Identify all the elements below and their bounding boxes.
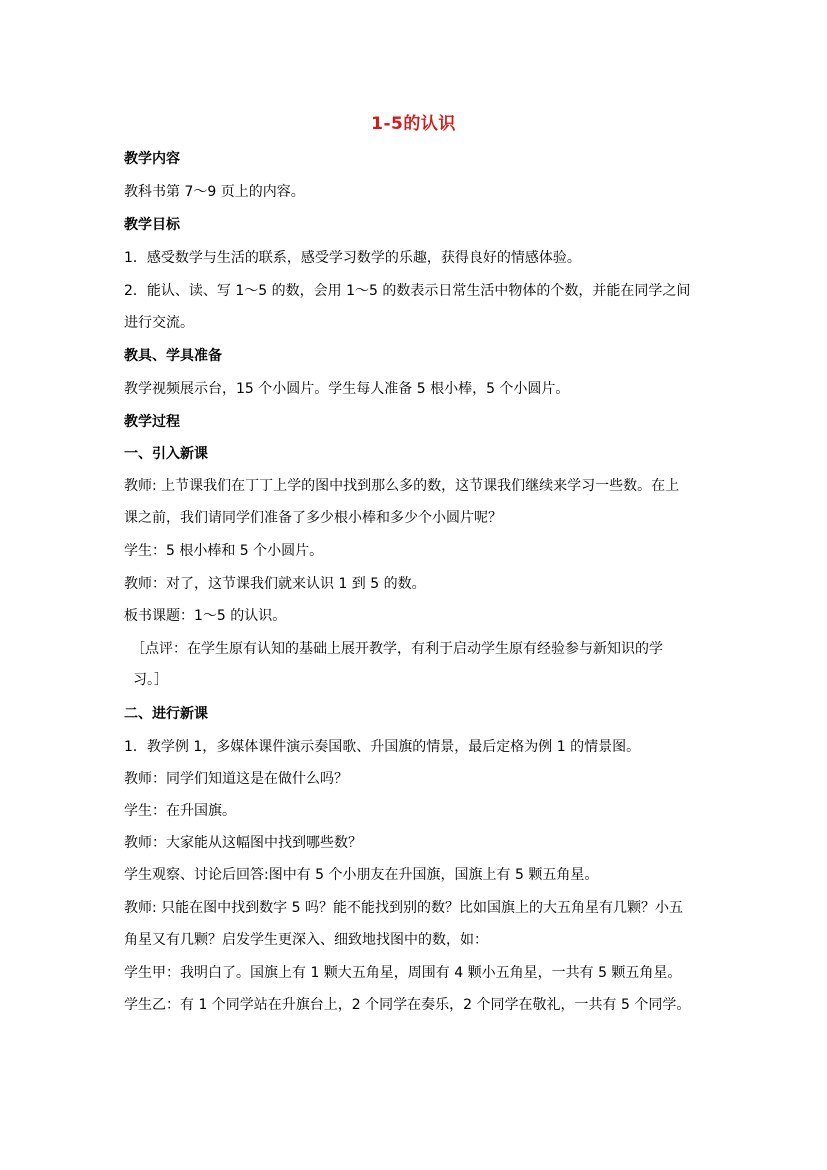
paragraph-line: 教师：对了，这节课我们就来认识 1 到 5 的数。 bbox=[124, 576, 426, 592]
paragraph-line: 教科书第 7～9 页上的内容。 bbox=[124, 184, 305, 200]
section-heading-materials: 教具、学具准备 bbox=[124, 348, 222, 364]
paragraph-line: 教师: 只能在图中找到数字 5 吗？能不能找到别的数？比如国旗上的大五角星有几颗？小五 bbox=[124, 900, 683, 916]
paragraph-line: 教师：同学们知道这是在做什么吗？ bbox=[124, 771, 348, 787]
paragraph-line: 进行交流。 bbox=[124, 315, 194, 331]
paragraph-line: 教师：大家能从这幅图中找到哪些数？ bbox=[124, 835, 362, 851]
paragraph-line: 板书课题：1～5 的认识。 bbox=[124, 608, 287, 624]
paragraph-line: 学生甲：我明白了。国旗上有 1 颗大五角星，周围有 4 颗小五角星，一共有 5 颗五角星。 bbox=[124, 965, 682, 981]
paragraph-line: 1．教学例 1，多媒体课件演示奏国歌、升国旗的情景，最后定格为例 1 的情景图。 bbox=[124, 739, 641, 755]
paragraph-line: 1．感受数学与生活的联系，感受学习数学的乐趣，获得良好的情感体验。 bbox=[124, 250, 581, 266]
comment-line: ［点评：在学生原有认知的基础上展开教学，有利于启动学生原有经验参与新知识的学 bbox=[131, 641, 663, 657]
document-title: 1-5的认识 bbox=[371, 114, 456, 134]
section-heading-process: 教学过程 bbox=[124, 414, 180, 430]
paragraph-line: 学生乙：有 1 个同学站在升旗台上，2 个同学在奏乐，2 个同学在敬礼，一共有 5 个同学。 bbox=[124, 997, 691, 1013]
paragraph-line: 2．能认、读、写 1～5 的数，会用 1～5 的数表示日常生活中物体的个数，并能在同学之间 bbox=[124, 283, 691, 299]
paragraph-line: 课之前，我们请同学们准备了多少根小棒和多少个小圆片呢？ bbox=[124, 510, 502, 526]
paragraph-line: 学生：在升国旗。 bbox=[124, 803, 236, 819]
paragraph-line: 学生：5 根小棒和 5 个小圆片。 bbox=[124, 543, 324, 559]
subsection-heading-new-lesson: 二、进行新课 bbox=[124, 706, 208, 722]
paragraph-line: 教师: 上节课我们在丁丁上学的图中找到那么多的数，这节课我们继续来学习一些数。在上 bbox=[124, 478, 680, 494]
paragraph-line: 学生观察、讨论后回答:图中有 5 个小朋友在升国旗，国旗上有 5 颗五角星。 bbox=[124, 867, 599, 883]
comment-line: 习。］ bbox=[133, 672, 168, 688]
subsection-heading-intro: 一、引入新课 bbox=[124, 446, 208, 462]
paragraph-line: 教学视频展示台，15 个小圆片。学生每人准备 5 根小棒，5 个小圆片。 bbox=[124, 381, 570, 397]
paragraph-line: 角星又有几颗？启发学生更深入、细致地找图中的数，如： bbox=[124, 932, 488, 948]
section-heading-goals: 教学目标 bbox=[124, 217, 180, 233]
section-heading-content: 教学内容 bbox=[124, 151, 180, 167]
